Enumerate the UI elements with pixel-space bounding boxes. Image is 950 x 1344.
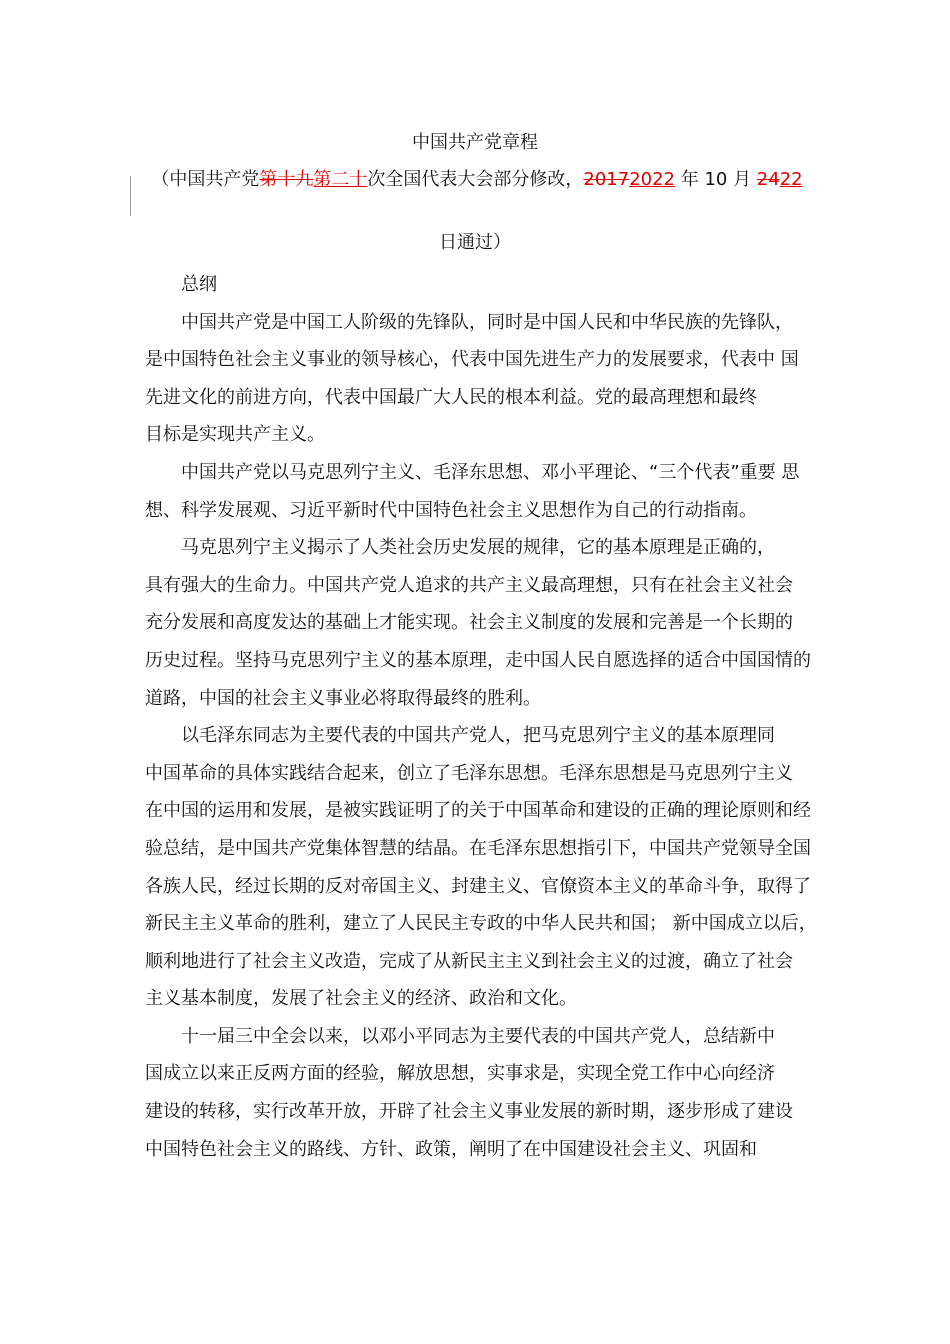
subtitle-prefix: （中国共产党 [151, 169, 260, 190]
paragraphs [145, 304, 827, 1169]
paragraph-line: 十一届三中全会以来，以邓小平同志为主要代表的中国共产党人，总结新中 [181, 1025, 775, 1047]
inserted-session: 第二十 [313, 169, 368, 190]
paragraph-line: 国成立以来正反两方面的经验，解放思想，实事求是，实现全党工作中心向经济 [145, 1063, 775, 1085]
paragraph-line: 是中国特色社会主义事业的领导核心，代表中国先进生产力的发展要求，代表中 国 [145, 349, 799, 371]
paragraph-line: 中国革命的具体实践结合起来，创立了毛泽东思想。毛泽东思想是马克思列宁主义 [145, 762, 793, 784]
paragraph-line: 马克思列宁主义揭示了人类社会历史发展的规律，它的基本原理是正确的， [181, 537, 775, 559]
paragraph-line: 充分发展和高度发达的基础上才能实现。社会主义制度的发展和完善是一个长期的 [145, 612, 793, 634]
subtitle-middle: 次全国代表大会部分修改， [367, 169, 584, 190]
paragraph-line: 顺利地进行了社会主义改造，完成了从新民主主义到社会主义的过渡，确立了社会 [145, 950, 793, 972]
paragraph-line: 以毛泽东同志为主要代表的中国共产党人，把马克思列宁主义的基本原理同 [181, 725, 775, 747]
subtitle-month: 年 10 月 [675, 169, 757, 190]
paragraph-line: 中国共产党是中国工人阶级的先锋队，同时是中国人民和中华民族的先锋队， [181, 311, 793, 333]
paragraph-line: 先进文化的前进方向，代表中国最广大人民的根本利益。党的最高理想和最终 [145, 386, 757, 408]
paragraph-line: 建设的转移，实行改革开放，开辟了社会主义事业发展的新时期，逐步形成了建设 [145, 1101, 793, 1123]
paragraph-line: 历史过程。坚持马克思列宁主义的基本原理，走中国人民自愿选择的适合中国国情的 [145, 649, 811, 671]
deleted-year: 2017 [583, 169, 630, 190]
paragraph-line: 主义基本制度，发展了社会主义的经济、政治和文化。 [145, 988, 577, 1010]
paragraph-line: 具有强大的生命力。中国共产党人追求的共产主义最高理想，只有在社会主义社会 [145, 574, 793, 596]
paragraph-line: 各族人民，经过长期的反对帝国主义、封建主义、官僚资本主义的革命斗争，取得了 [145, 875, 811, 897]
section-heading: 总纲 [181, 274, 217, 295]
paragraph-line: 想、科学发展观、习近平新时代中国特色社会主义思想作为自己的行动指南。 [145, 499, 757, 521]
paragraph-line: 新民主主义革命的胜利，建立了人民民主专政的中华人民共和国； 新中国成立以后， [145, 913, 817, 935]
subtitle-suffix: 日通过） [439, 232, 511, 253]
document-body [145, 266, 827, 1168]
inserted-year: 2022 [629, 169, 675, 190]
revision-change-bar [130, 176, 131, 216]
paragraph-line: 验总结，是中国共产党集体智慧的结晶。在毛泽东思想指引下，中国共产党领导全国 [145, 837, 811, 859]
paragraph-line: 目标是实现共产主义。 [145, 424, 325, 446]
paragraph-line: 中国共产党以马克思列宁主义、毛泽东思想、邓小平理论、“三个代表”重要 思 [181, 461, 800, 483]
paragraph-line: 在中国的运用和发展，是被实践证明了的关于中国革命和建设的正确的理论原则和经 [145, 800, 811, 822]
deleted-session: 第十九 [259, 169, 314, 190]
inserted-day: 22 [779, 169, 803, 190]
document-title: 中国共产党章程 [412, 132, 538, 153]
paragraph-line: 中国特色社会主义的路线、方针、政策，阐明了在中国建设社会主义、巩固和 [145, 1138, 757, 1160]
deleted-day: 24 [756, 169, 780, 190]
paragraph-line: 道路，中国的社会主义事业必将取得最终的胜利。 [145, 687, 541, 709]
document-subtitle [147, 166, 807, 193]
